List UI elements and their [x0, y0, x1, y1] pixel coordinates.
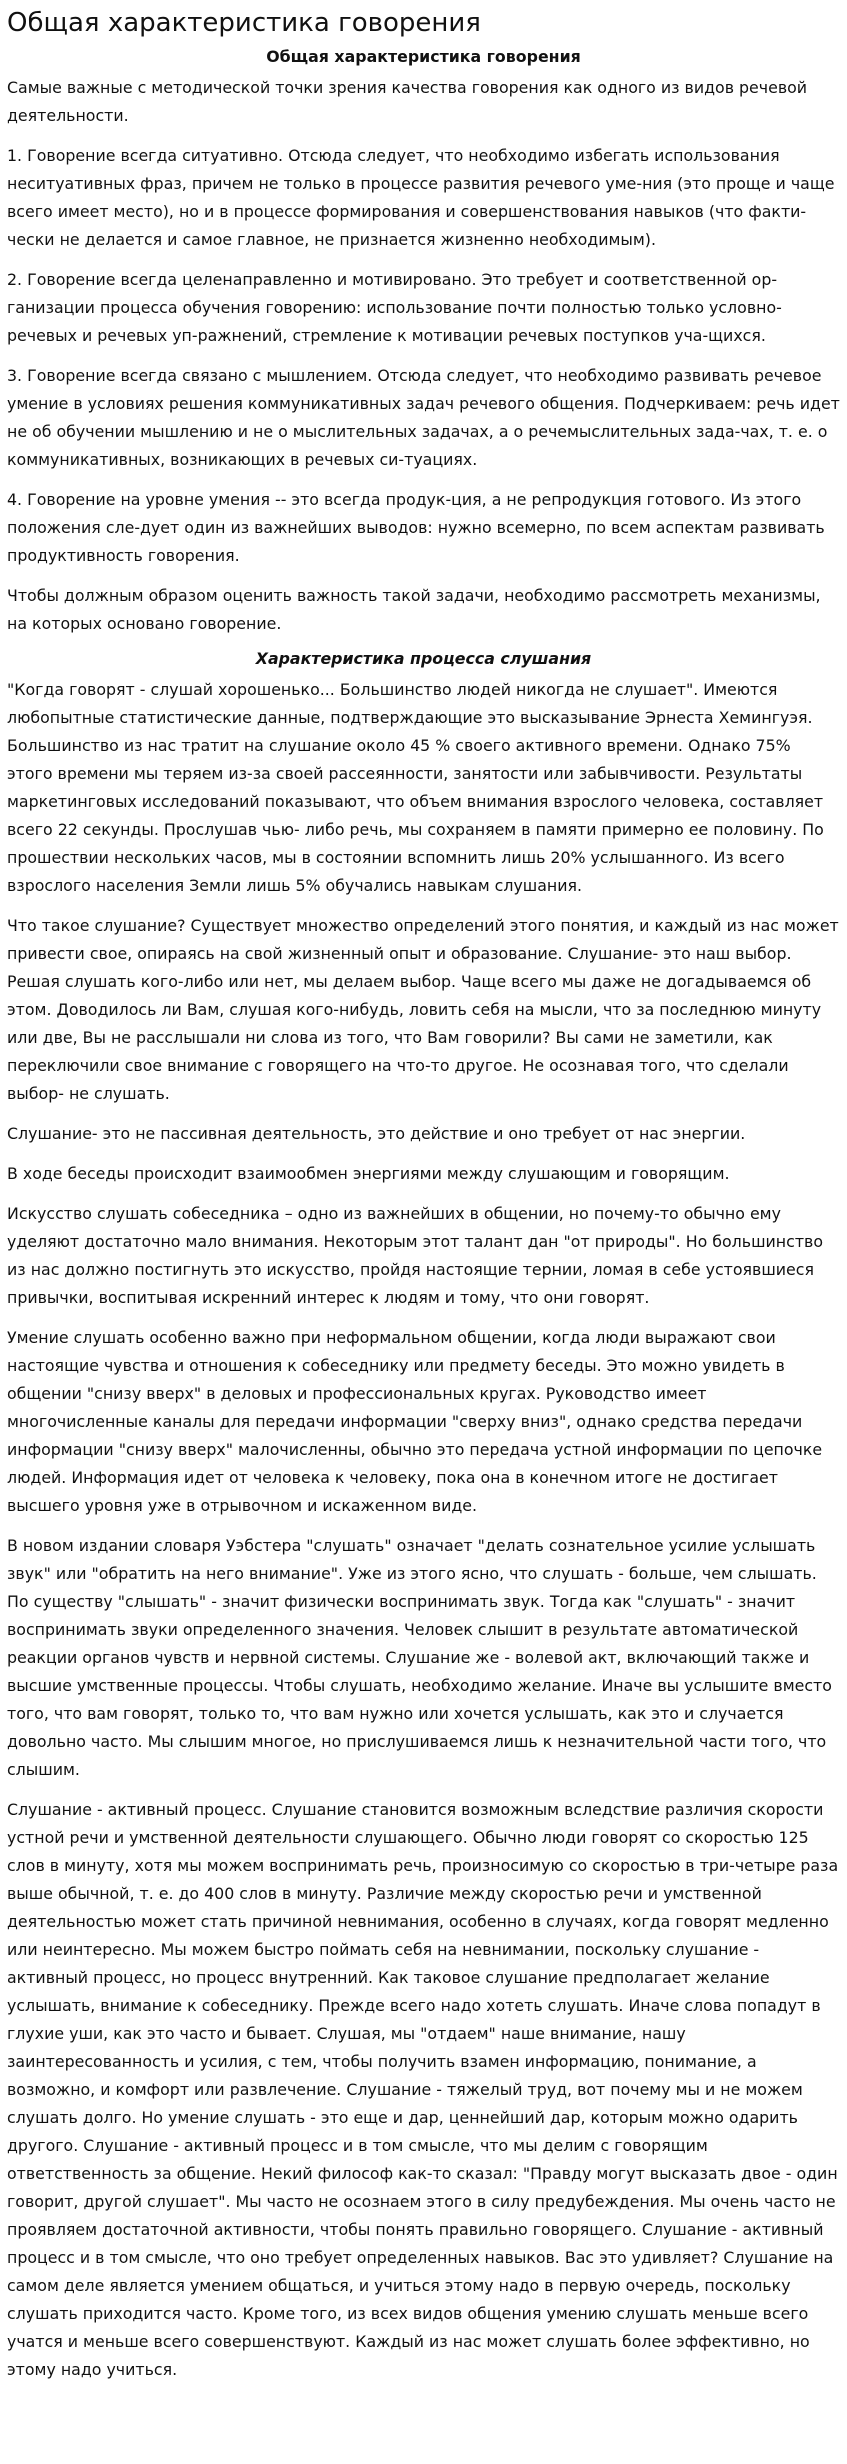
- paragraph: 4. Говорение на уровне умения -- это всегда продук-ция, а не репродукция готового. Из этого положения сле-дует один из важнейших выводов: нужно всемерно, по всем аспектам развивать продуктивность говорения.: [7, 490, 825, 565]
- paragraph: "Когда говорят - слушай хорошенько... Большинство людей никогда не слушает". Имеются любопытные статистические данные, подтверждающие это высказывание Эрнеста Хемингуэя. Большинство из нас тратит на слушание около 45 % своего активного времени. Однако 75% этого времени мы теряем из-за своей рассеянности, занятости или забывчивости. Результаты маркетинговых исследований показывают, что объем внимания взрослого человека, составляет всего 22 секунды. Прослушав чью- либо речь, мы сохраняем в памяти примерно ее половину. По прошествии нескольких часов, мы в состоянии вспомнить лишь 20% услышанного. Из всего взрослого населения Земли лишь 5% обучались навыкам слушания.: [7, 680, 824, 895]
- paragraph: 1. Говорение всегда ситуативно. Отсюда следует, что необходимо избегать использования неситуативных фраз, причем не только в процессе развития речевого уме-ния (это проще и чаще всего имеет место), но и в процессе формирования и совершенствования навыков (что факти-чески не делается и самое главное, не признается жизненно необходимым).: [7, 146, 835, 249]
- paragraph: Что такое слушание? Существует множество определений этого понятия, и каждый из нас может привести свое, опираясь на свой жизненный опыт и образование. Слушание- это наш выбор. Решая слушать кого-либо или нет, мы делаем выбор. Чаще всего мы даже не догадываемся об этом. Доводилось ли Вам, слушая кого-нибудь, ловить себя на мысли, что за последнюю минуту или две, Вы не расслышали ни слова из того, что Вам говорили? Вы сами не заметили, как переключили свое внимание с говорящего на что-то другое. Не осознавая того, что сделали выбор- не слушать.: [7, 916, 839, 1103]
- paragraph: В новом издании словаря Уэбстера "слушать" означает "делать сознательное усилие услышать звук" или "обратить на него внимание". Уже из этого ясно, что слушать - больше, чем слышать. По существу "слышать" - значит физически воспринимать звук. Тогда как "слушать" - значит воспринимать звуки определенного значения. Человек слышит в результате автоматической реакции органов чувств и нервной системы. Слушание же - волевой акт, включающий также и высшие умственные процессы. Чтобы слушать, необходимо желание. Иначе вы услышите вместо того, что вам говорят, только то, что вам нужно или хочется услышать, как это и случается довольно часто. Мы слышим многое, но прислушиваемся лишь к незначительной части того, что слышим.: [7, 1536, 832, 1779]
- paragraph: Искусство слушать собеседника – одно из важнейших в общении, но почему-то обычно ему уделяют достаточно мало внимания. Некоторым этот талант дан "от природы". Но большинство из нас должно постигнуть это искусство, пройдя настоящие тернии, ломая в себе устоявшиеся привычки, воспитывая искренний интерес к людям и тому, что они говорят.: [7, 1204, 823, 1307]
- paragraph: Самые важные с методической точки зрения качества говорения как одного из видов речевой деятельности.: [7, 78, 808, 125]
- paragraph: Слушание- это не пассивная деятельность, это действие и оно требует от нас энергии.: [7, 1124, 746, 1143]
- page-title: Общая характеристика говорения: [7, 8, 481, 38]
- paragraph: Умение слушать особенно важно при неформальном общении, когда люди выражают свои настоящие чувства и отношения к собеседнику или предмету беседы. Это можно увидеть в общении "снизу вверх" в деловых и профессиональных кругах. Руководство имеет многочисленные каналы для передачи информации "сверху вниз", однако средства передачи информации "снизу вверх" малочисленны, обычно это передача устной информации по цепочке людей. Информация идет от человека к человеку, пока она в конечном итоге не достигает высшего уровня уже в отрывочном и искаженном виде.: [7, 1328, 823, 1515]
- paragraph: Чтобы должным образом оценить важность такой задачи, необходимо рассмотреть механизмы, на которых основано говорение.: [7, 586, 821, 633]
- section-heading-listening: Характеристика процесса слушания: [255, 649, 592, 668]
- paragraph: 3. Говорение всегда связано с мышлением. Отсюда следует, что необходимо развивать речевое умение в условиях решения коммуникативных задач речевого общения. Подчеркиваем: речь идет не об обучении мышлению и не о мыслительных задачах, а о речемыслительных зада-чах, т. е. о коммуникативных, возникающих в речевых си-туациях.: [7, 366, 840, 469]
- paragraph: Слушание - активный процесс. Слушание становится возможным вследствие различия скорости устной речи и умственной деятельности слушающего. Обычно люди говорят со скоростью 125 слов в минуту, хотя мы можем воспринимать речь, произносимую со скоростью в три-четыре раза выше обычной, т. е. до 400 слов в минуту. Различие между скоростью речи и умственной деятельностью может стать причиной невнимания, особенно в случаях, когда говорят медленно или неинтересно. Мы можем быстро поймать себя на невнимании, поскольку слушание - активный процесс, но процесс внутренний. Как таковое слушание предполагает желание услышать, внимание к собеседнику. Прежде всего надо хотеть слушать. Иначе слова попадут в глухие уши, как это часто и бывает. Слушая, мы "отдаем" наше внимание, нашу заинтересованность и усилия, с тем, чтобы получить взамен информацию, понимание, а возможно, и комфорт или развлечение. Слушание - тяжелый труд, вот почему мы и не можем слушать долго. Но умение слушать - это еще и дар, ценнейший дар, которым можно одарить другого. Слушание - активный процесс и в том смысле, что мы делим с говорящим ответственность за общение. Некий философ как-то сказал: "Правду могут высказать двое - один говорит, другой слушает". Мы часто не осознаем этого в силу предубеждения. Мы очень часто не проявляем достаточной активности, чтобы понять правильно говорящего. Слушание - активный процесс и в том смысле, что оно требует определенных навыков. Вас это удивляет? Слушание на самом деле является умением общаться, и учиться этому надо в первую очередь, поскольку слушать приходится часто. Кроме того, из всех видов общения умению слушать меньше всего учатся и меньше всего совершенствуют. Каждый из нас может слушать более эффективно, но этому надо учиться.: [7, 1800, 839, 2379]
- paragraph: В ходе беседы происходит взаимообмен энергиями между слушающим и говорящим.: [7, 1164, 730, 1183]
- section-heading-speaking: Общая характеристика говорения: [266, 47, 581, 66]
- paragraph: 2. Говорение всегда целенаправленно и мотивировано. Это требует и соответственной ор-ганизации процесса обучения говорению: использование почти полностью только условно-речевых и речевых уп-ражнений, стремление к мотивации речевых поступков уча-щихся.: [7, 270, 782, 345]
